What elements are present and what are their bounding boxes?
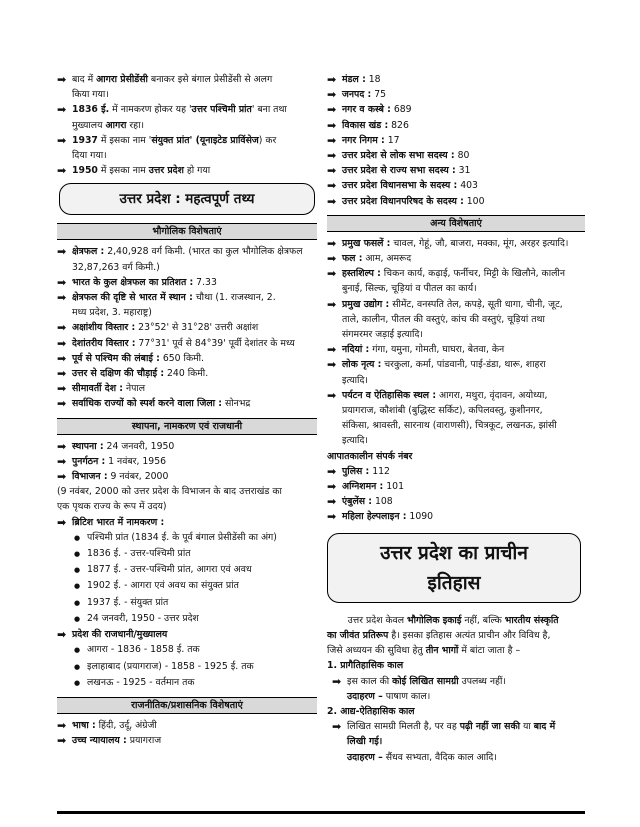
arrow-bullet-icon: ➡ [327,252,337,266]
section-header: स्थापना, नामकरण एवं राजधानी [57,418,317,435]
text-run: पुनर्गठन : [72,455,106,467]
arrow-bullet-icon: ➡ [57,734,67,748]
text-run: लिखी गई। [347,736,383,748]
text-run: प्रयागराज, कौशांबी (बुद्धिस्ट सर्किट), कपिलवस्तु, कुशीनगर, [342,405,543,417]
text-run: पुलिस : [342,465,370,477]
text-run: में नामकरण होकर यह ' [109,104,192,116]
text-run: क्षेत्रफल की दृष्टि से भारत में स्थान : [72,292,193,304]
text-run: विभाजन : [72,471,108,483]
dot-bullet-icon: ● [74,533,81,542]
subsection-title: प्रदेश की राजधानी/मुख्यालय [72,629,168,641]
arrow-bullet-icon: ➡ [57,103,67,117]
history-title-line: उत्तर प्रदेश का प्राचीन [380,541,528,564]
text-run: तीन भागों [425,645,459,657]
arrow-bullet-icon: ➡ [57,321,67,335]
text-run: उत्तर से दक्षिण की चौड़ाई : [72,368,165,380]
text-run: में इसका नाम [97,165,149,177]
period-title: 1. प्रागैतिहासिक काल [327,660,404,672]
note-text: (9 नवंबर, 2000 को उत्तर प्रदेश के विभाजन के बाद उत्तराखंड का [57,486,282,498]
arrow-bullet-icon: ➡ [327,480,337,494]
text-run: एंबुलेंस : [342,496,372,508]
list-item [327,236,585,251]
arrow-bullet-icon: ➡ [327,464,337,478]
list-item [327,342,585,357]
text-run: मध्य प्रदेश, 3. महाराष्ट्र) [72,307,152,319]
text-run: उदाहरण – [347,690,383,702]
dot-bullet-icon: ● [74,614,81,623]
text-run: का जीवंत प्रतिरूप [327,629,389,641]
sub-list-item [57,642,317,658]
arrow-bullet-icon: ➡ [327,343,337,357]
text-run: नहीं, बल्कि [461,614,505,626]
list-item [57,396,317,411]
text-run: ताले, कालीन, पीतल की वस्तुएं, कांच की वस्तुएं, चूड़ियां तथा [342,313,545,325]
text-run: मुख्यालय [72,119,106,131]
section-header: राजनीतिक/प्रशासनिक विशेषताएं [57,697,317,714]
text-run: 1950 [72,165,98,177]
list-item [327,102,585,117]
text-run: भौगोलिक इकाई [407,614,462,626]
section-header: अन्य विशेषताएं [327,215,585,232]
arrow-bullet-icon: ➡ [327,118,337,132]
list-item [327,148,585,163]
text-run: 1937 ई. - संयुक्त प्रांत [87,596,169,608]
arrow-bullet-icon: ➡ [57,382,67,396]
text-run: 112 [369,465,390,477]
arrow-bullet-icon: ➡ [327,388,337,402]
list-item [57,118,317,133]
list-item [327,357,585,372]
arrow-bullet-icon: ➡ [57,439,67,453]
text-run: क्षेत्रफल : [72,246,105,258]
arrow-bullet-icon: ➡ [327,88,337,102]
text-run: आगरा प्रेसीडेंसी [96,74,148,85]
text-run: पूर्व से पश्चिम की लंबाई : [72,352,160,364]
bottom-rule [57,811,585,814]
text-run: अक्षांशीय विस्तार : [72,322,136,334]
list-item [327,194,585,209]
text-run: बनाकर इसे बंगाल प्रेसीडेंसी से अलग [147,74,273,85]
dot-bullet-icon: ● [74,678,81,687]
text-run: 689 [390,104,412,116]
arrow-bullet-icon: ➡ [57,718,67,732]
list-item [57,515,317,530]
arrow-bullet-icon: ➡ [327,194,337,208]
list-item [57,148,317,163]
text-run: पश्चिमी प्रांत (1834 ई. के पूर्व बंगाल प्रेसीडेंसी का अंग) [87,531,277,543]
text-run: आगरा, मथुरा, वृंदावन, अयोध्या, [436,389,548,401]
paragraph-line [327,643,585,658]
text-run: उच्च न्यायालय : [72,735,127,747]
text-run: उदाहरण – [347,751,383,763]
text-run: 650 किमी. [159,352,205,364]
text-run: भाषा : [72,719,96,731]
note-text: एक पृथक राज्य के रूप में उदय) [57,501,167,513]
list-item [327,418,585,433]
arrow-bullet-icon: ➡ [327,495,337,509]
section-title-box: उत्तर प्रदेश : महत्वपूर्ण तथ्य [59,183,315,215]
arrow-bullet-icon: ➡ [57,245,67,259]
text-run: 32,87,263 वर्ग किमी.) [72,261,160,273]
list-item [57,733,317,748]
text-run: 1877 ई. - उत्तर-पश्चिमी प्रांत, आगरा एवं अवध [87,564,252,576]
text-run: जनपद : [342,89,372,101]
arrow-bullet-icon: ➡ [57,515,67,529]
text-run: उत्तर प्रदेश विधानसभा के सदस्य : [342,180,458,192]
list-item [57,320,317,335]
text-run: पाषाण काल। [382,690,431,702]
text-run: उपलब्ध नहीं। [458,675,506,687]
list-item [327,297,585,312]
arrow-bullet-icon: ➡ [57,164,67,178]
arrow-bullet-icon: ➡ [57,470,67,484]
right-column [327,72,585,765]
period-bullet [327,674,585,689]
dot-bullet-icon: ● [74,566,81,575]
list-item [327,312,585,327]
arrow-bullet-icon: ➡ [57,73,67,86]
arrow-bullet-icon: ➡ [327,179,337,193]
sub-list-item [57,562,317,578]
list-item [57,290,317,305]
text-run: चरकुला, कर्मा, पांडवानी, पाई-डंडा, थारू, शाहरा [381,359,546,371]
text-run: उत्तर प्रदेश से लोक सभा सदस्य : [342,150,455,162]
arrow-bullet-icon: ➡ [57,275,67,289]
example-line [327,750,585,765]
text-run: उत्तर प्रदेश [148,165,184,177]
list-item [327,251,585,266]
text-run: प्रयागराज [126,735,162,747]
arrow-bullet-icon: ➡ [332,674,342,688]
list-item [327,388,585,403]
list-item [57,366,317,381]
text-run: 77°31' पूर्व से 84°39' पूर्वी देशांतर के मध्य [135,337,295,349]
dot-bullet-icon: ● [74,662,81,671]
text-run: इत्यादि। [342,435,368,447]
text-run: सैंधव सभ्यता, वैदिक काल आदि। [382,751,497,763]
list-item [327,373,585,388]
text-run: 108 [372,496,393,508]
list-item [57,72,317,87]
text-run: 1090 [406,511,434,523]
dot-bullet-icon: ● [74,598,81,607]
text-run: बुनाई, सिल्क, चूड़ियां व पीतल का कार्य। [342,283,477,295]
text-run: 75 [371,89,387,101]
text-run: पढ़ी नहीं जा सकी [459,721,520,733]
arrow-bullet-icon: ➡ [327,510,337,524]
text-run: जिसे अध्ययन की सुविधा हेतु [327,645,426,657]
subsection-title: ब्रिटिश भारत में नामकरण : [72,516,165,528]
text-run: बाद में [533,721,556,733]
arrow-bullet-icon: ➡ [327,164,337,178]
list-item [57,454,317,469]
sub-list-item [57,659,317,675]
text-run: सर्वाधिक राज्यों को स्पर्श करने वाला जिला : [72,398,223,410]
list-item [57,87,317,102]
list-item [57,439,317,454]
text-run: विकास खंड : [342,119,389,131]
list-item [327,266,585,281]
text-run: 1836 ई. [72,104,110,116]
list-item [57,275,317,290]
sub-list-item [57,546,317,562]
arrow-bullet-icon: ➡ [327,236,337,250]
example-line [327,689,585,704]
list-item [57,133,317,148]
list-item [57,627,317,642]
period-bullet [327,719,585,734]
arrow-bullet-icon: ➡ [327,358,337,372]
text-run: उत्तर प्रदेश केवल [327,614,408,626]
list-item [327,72,585,87]
arrow-bullet-icon: ➡ [327,133,337,147]
sub-list-item [57,595,317,611]
text-run: है। इसका इतिहास अत्यंत प्राचीन और विविध है, [388,629,551,641]
arrow-bullet-icon: ➡ [327,73,337,86]
list-item [327,494,585,509]
text-run: लखनऊ - 1925 - वर्तमान तक [87,676,195,688]
text-run: नगर निगम : [342,134,385,146]
period-bullet [327,734,585,749]
history-title-line: इतिहास [427,571,481,594]
arrow-bullet-icon: ➡ [327,267,337,281]
list-item [57,381,317,396]
list-item [57,336,317,351]
text-run: चौथा (1. राजस्थान, 2. [192,292,276,304]
dot-bullet-icon: ● [74,646,81,655]
list-item [57,305,317,320]
text-run: 17 [384,134,400,146]
text-run: में इसका नाम ' [97,134,152,146]
text-run: 826 [388,119,409,131]
list-item [327,163,585,178]
list-item [327,281,585,296]
subsection-title: आपातकालीन संपर्क नंबर [327,450,413,462]
arrow-bullet-icon: ➡ [327,297,337,311]
text-run: लिखित सामग्री मिलती है, पर वह [347,721,460,733]
text-run: या [520,721,534,733]
text-run: 240 किमी. [164,368,209,380]
text-run: प्रमुख उद्योग : [342,298,390,310]
text-run: सोनभद्र [222,398,251,410]
text-run: 2,40,928 वर्ग किमी. (भारत का कुल भौगोलिक क्षेत्रफल [104,246,303,258]
list-item [327,464,585,479]
text-run: आगरा [105,119,127,131]
text-run: कोई लिखित सामग्री [392,675,459,687]
text-run: नेपाल [123,383,146,395]
period-title: 2. आद्य-ऐतिहासिक काल [327,705,415,717]
text-run: इत्यादि। [342,374,368,386]
text-run: उत्तर पश्चिमी प्रांत [191,104,252,116]
sub-list-item [57,578,317,594]
text-run: प्रमुख फसलें : [342,237,391,249]
text-run: हिंदी, उर्दू, अंग्रेजी [95,719,157,731]
text-run: 1 नवंबर, 1956 [105,455,167,467]
text-run: मंडल : [342,74,366,85]
text-run: भारतीय संस्कृति [504,614,559,626]
text-run: 23°52' से 31°28' उत्तरी अक्षांश [135,322,259,334]
text-run: रहा। [126,119,145,131]
list-item [57,163,317,178]
text-run: 100 [463,195,485,207]
arrow-bullet-icon: ➡ [57,133,67,147]
text-run: 9 नवंबर, 2000 [107,471,169,483]
text-run: इलाहाबाद (प्रयागराज) - 1858 - 1925 ई. तक [87,660,254,672]
arrow-bullet-icon: ➡ [57,367,67,381]
list-item [327,87,585,102]
text-run: बाद में [72,74,97,85]
text-run: ) कर [258,134,277,146]
list-item [57,469,317,484]
arrow-bullet-icon: ➡ [327,149,337,163]
list-item [57,351,317,366]
text-run: लोक नृत्य : [342,359,382,371]
list-item [57,260,317,275]
text-run: 18 [365,74,381,85]
text-run: हो गया [183,165,211,177]
text-run: 1937 [72,134,98,146]
text-run: नगर व कस्बे : [342,104,391,116]
sub-list-item [57,530,317,546]
text-run: 24 जनवरी, 1950 - उत्तर प्रदेश [87,612,199,624]
left-column [57,72,317,748]
arrow-bullet-icon: ➡ [57,628,67,642]
text-run: सीमेंट, वनस्पति तेल, कपड़े, सूती धागा, चीनी, जूट, [389,298,563,310]
history-title-box [327,533,581,603]
list-item [57,244,317,259]
text-run: देशांतरीय विस्तार : [72,337,136,349]
text-run: नदियां : [342,344,370,356]
text-run: किया गया। [72,89,109,101]
arrow-bullet-icon: ➡ [332,720,342,734]
text-run: चावल, गेहूं, जौ, बाजरा, मक्का, मूंग, अरहर इत्यादि। [390,237,569,249]
text-run: 403 [457,180,478,192]
text-run: पर्यटन व ऐतिहासिक स्थल : [342,389,437,401]
text-run: 24 जनवरी, 1950 [103,440,175,452]
text-run: 101 [383,481,404,493]
text-run: हस्तशिल्प : [342,268,381,280]
dot-bullet-icon: ● [74,582,81,591]
list-item [327,403,585,418]
text-run: में बांटा जाता है – [458,645,521,657]
paragraph-line [327,628,585,643]
text-run: गंगा, यमुना, गोमती, घाघरा, बेतवा, केन [369,344,505,356]
list-item [57,102,317,117]
list-item [327,433,585,448]
text-run: 7.33 [193,276,217,288]
text-run: आगरा - 1836 - 1858 ई. तक [87,644,200,656]
text-run: महिला हेल्पलाइन : [342,511,407,523]
text-run: संयुक्त प्रांत' (यूनाइटेड प्राविंसेज [151,134,259,146]
text-run: उत्तर प्रदेश विधानपरिषद के सदस्य : [342,195,464,207]
section-header: भौगोलिक विशेषताएं [57,223,317,240]
list-item [327,178,585,193]
text-run: भारत के कुल क्षेत्रफल का प्रतिशत : [72,276,194,288]
text-run: चिकन कार्य, कढ़ाई, फर्नीचर, मिट्टी के खिलौने, कालीन [380,268,565,280]
text-run: 80 [454,150,470,162]
text-run: ' बना तथा [251,104,287,116]
list-item [327,133,585,148]
text-run: सीमावर्ती देश : [72,383,123,395]
list-item [327,479,585,494]
arrow-bullet-icon: ➡ [57,454,67,468]
arrow-bullet-icon: ➡ [57,397,67,411]
text-run: फल : [342,253,363,265]
text-run: दिया गया। [72,150,107,162]
text-run: स्थापना : [72,440,104,452]
text-run: इस काल की [347,675,393,687]
list-item [327,327,585,342]
paragraph-line [327,613,585,628]
dot-bullet-icon: ● [74,550,81,559]
text-run: 1836 ई. - उत्तर-पश्चिमी प्रांत [87,548,191,560]
list-item [57,718,317,733]
list-item [327,509,585,524]
arrow-bullet-icon: ➡ [57,291,67,305]
text-run: 1902 ई. - आगरा एवं अवध का संयुक्त प्रांत [87,580,239,592]
arrow-bullet-icon: ➡ [57,336,67,350]
sub-list-item [57,611,317,627]
text-run: आम, अमरूद [362,253,412,265]
list-item [327,118,585,133]
arrow-bullet-icon: ➡ [57,351,67,365]
text-run: संगमरमर जड़ाई इत्यादि। [342,329,423,341]
text-run: संकिसा, श्रावस्ती, सारनाथ (वाराणसी), चित्रकूट, लखनऊ, झांसी [342,420,557,432]
text-run: अग्निशमन : [342,481,384,493]
arrow-bullet-icon: ➡ [327,103,337,117]
text-run: 31 [455,165,471,177]
sub-list-item [57,675,317,691]
text-run: उत्तर प्रदेश से राज्य सभा सदस्य : [342,165,456,177]
